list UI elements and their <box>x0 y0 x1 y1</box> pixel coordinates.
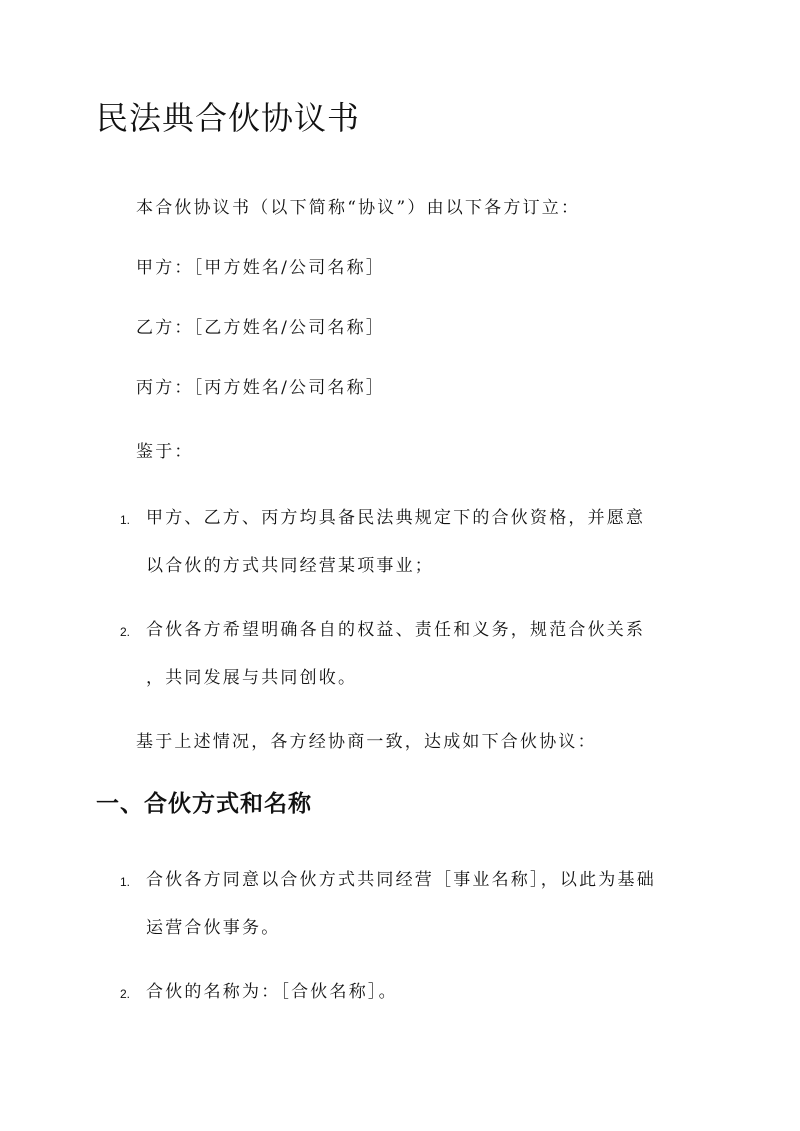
whereas-label: 鉴于： <box>136 442 194 462</box>
section-1-item-2-number: 2. <box>120 987 131 1001</box>
whereas-item-1-line-2: 以合伙的方式共同经营某项事业； <box>146 556 434 576</box>
party-b-line: 乙方：［乙方姓名/公司名称］ <box>136 318 386 338</box>
section-1-item-1-number: 1. <box>120 875 131 889</box>
whereas-item-1-line-1: 甲方、乙方、丙方均具备民法典规定下的合伙资格，并愿意 <box>146 508 646 528</box>
section-1-item-1-line-2: 运营合伙事务。 <box>146 918 281 938</box>
document-title: 民法典合伙协议书 <box>96 99 361 137</box>
intro-paragraph: 本合伙协议书（以下简称“协议”）由以下各方订立： <box>136 198 581 218</box>
party-a-line: 甲方：［甲方姓名/公司名称］ <box>136 258 386 278</box>
whereas-item-2-line-1: 合伙各方希望明确各自的权益、责任和义务，规范合伙关系 <box>146 620 646 640</box>
party-c-line: 丙方：［丙方姓名/公司名称］ <box>136 378 386 398</box>
section-1-item-1-line-1: 合伙各方同意以合伙方式共同经营［事业名称］，以此为基础 <box>146 870 656 890</box>
conclusion-paragraph: 基于上述情况，各方经协商一致，达成如下合伙协议： <box>136 732 597 752</box>
section-1-item-2-line-1: 合伙的名称为：［合伙名称］。 <box>146 982 398 1002</box>
whereas-item-2-line-2: ，共同发展与共同创收。 <box>146 668 358 688</box>
whereas-item-2-number: 2. <box>120 625 131 639</box>
section-1-heading: 一、合伙方式和名称 <box>96 790 312 817</box>
whereas-item-1-number: 1. <box>120 513 131 527</box>
